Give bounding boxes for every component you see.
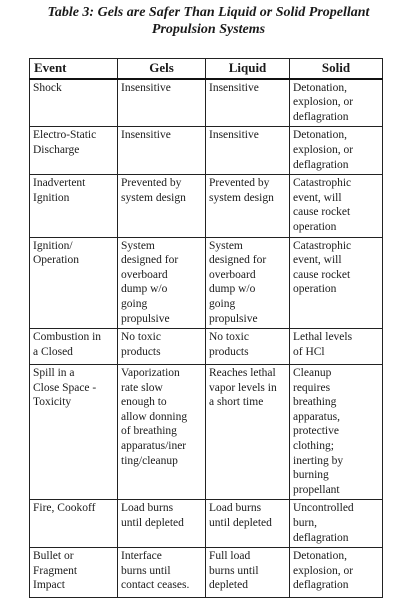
gels-text: Interface burns until contact ceases.: [121, 550, 190, 592]
solid-text: Uncontrolled burn, deflagration: [293, 502, 354, 544]
table-row: [30, 329, 383, 365]
liquid-cell: [206, 237, 290, 329]
event-cell: [30, 79, 118, 127]
solid-text: Detonation, explosion, or deflagration: [293, 550, 354, 592]
caption-line-1: Table 3: Gels are Safer Than Liquid or Solid Propellant: [47, 5, 370, 20]
liquid-text: Insensitive: [209, 129, 259, 142]
gels-text: Insensitive: [121, 81, 171, 94]
event-text: Combustion in a Closed: [33, 331, 102, 358]
event-cell: [30, 365, 118, 500]
solid-text: Catastrophic event, will cause rocket operation: [293, 239, 352, 296]
caption-line-2: Propulsion Systems: [151, 22, 266, 37]
liquid-text: Full load burns until depleted: [209, 550, 259, 592]
header-event: Event: [30, 59, 118, 79]
solid-text: Detonation, explosion, or deflagration: [293, 129, 354, 171]
solid-cell: [290, 548, 383, 598]
gels-text: Load burns until depleted: [121, 502, 184, 530]
solid-cell: [290, 175, 383, 237]
event-text: Spill in a Close Space - Toxicity: [33, 367, 97, 409]
solid-text: Cleanup requires breathing apparatus, protective clothing; inerting by burning propellant: [293, 367, 344, 496]
solid-cell: [290, 237, 383, 329]
liquid-cell: [206, 500, 290, 548]
header-row: [30, 59, 383, 79]
table-row: [30, 548, 383, 598]
event-text: Inadvertent Ignition: [33, 177, 86, 204]
gels-cell: [118, 79, 206, 127]
gels-text: No toxic products: [121, 331, 161, 358]
solid-text: Detonation, explosion, or deflagration: [293, 81, 354, 123]
gels-cell: [118, 365, 206, 500]
liquid-text: No toxic products: [209, 331, 249, 358]
table-row: [30, 237, 383, 329]
event-cell: [30, 127, 118, 175]
liquid-cell: [206, 79, 290, 127]
liquid-text: Prevented by system design: [209, 177, 274, 204]
table-row: [30, 127, 383, 175]
header-solid: Solid: [290, 59, 383, 79]
table-caption: [0, 4, 417, 38]
liquid-cell: [206, 329, 290, 365]
solid-text: Lethal levels of HCl: [293, 331, 353, 358]
liquid-text: Insensitive: [209, 81, 259, 94]
gels-text: Insensitive: [121, 129, 171, 142]
table-row: [30, 500, 383, 548]
header-gels: Gels: [118, 59, 206, 79]
event-text: Bullet or Fragment Impact: [33, 550, 78, 592]
solid-cell: [290, 79, 383, 127]
event-text: Shock: [33, 81, 62, 94]
liquid-cell: [206, 127, 290, 175]
event-text: Ignition/ Operation: [33, 239, 79, 267]
liquid-cell: [206, 365, 290, 500]
event-cell: [30, 237, 118, 329]
solid-cell: [290, 127, 383, 175]
liquid-text: Load burns until depleted: [209, 502, 272, 530]
table-row: [30, 365, 383, 500]
event-text: Fire, Cookoff: [33, 502, 96, 515]
table-row: [30, 79, 383, 127]
header-liquid: Liquid: [206, 59, 290, 79]
solid-cell: [290, 365, 383, 500]
liquid-text: Reaches lethal vapor levels in a short time: [209, 367, 277, 409]
liquid-text: System designed for overboard dump w/o going propulsive: [209, 239, 267, 325]
event-cell: [30, 500, 118, 548]
gels-text: Vaporization rate slow enough to allow donning of breathing apparatus/iner ting/cleanup: [121, 367, 188, 467]
event-cell: [30, 548, 118, 598]
propellant-safety-table-container: [29, 58, 382, 598]
event-text: Electro-Static Discharge: [33, 129, 97, 156]
gels-cell: [118, 237, 206, 329]
gels-text: Prevented by system design: [121, 177, 186, 204]
solid-cell: [290, 500, 383, 548]
event-cell: [30, 175, 118, 237]
solid-text: Catastrophic event, will cause rocket operation: [293, 177, 352, 233]
gels-cell: [118, 127, 206, 175]
liquid-cell: [206, 175, 290, 237]
liquid-cell: [206, 548, 290, 598]
gels-cell: [118, 329, 206, 365]
gels-cell: [118, 500, 206, 548]
table-row: [30, 175, 383, 237]
event-cell: [30, 329, 118, 365]
gels-cell: [118, 548, 206, 598]
solid-cell: [290, 329, 383, 365]
gels-text: System designed for overboard dump w/o going propulsive: [121, 239, 179, 325]
propellant-safety-table: [29, 58, 383, 598]
gels-cell: [118, 175, 206, 237]
